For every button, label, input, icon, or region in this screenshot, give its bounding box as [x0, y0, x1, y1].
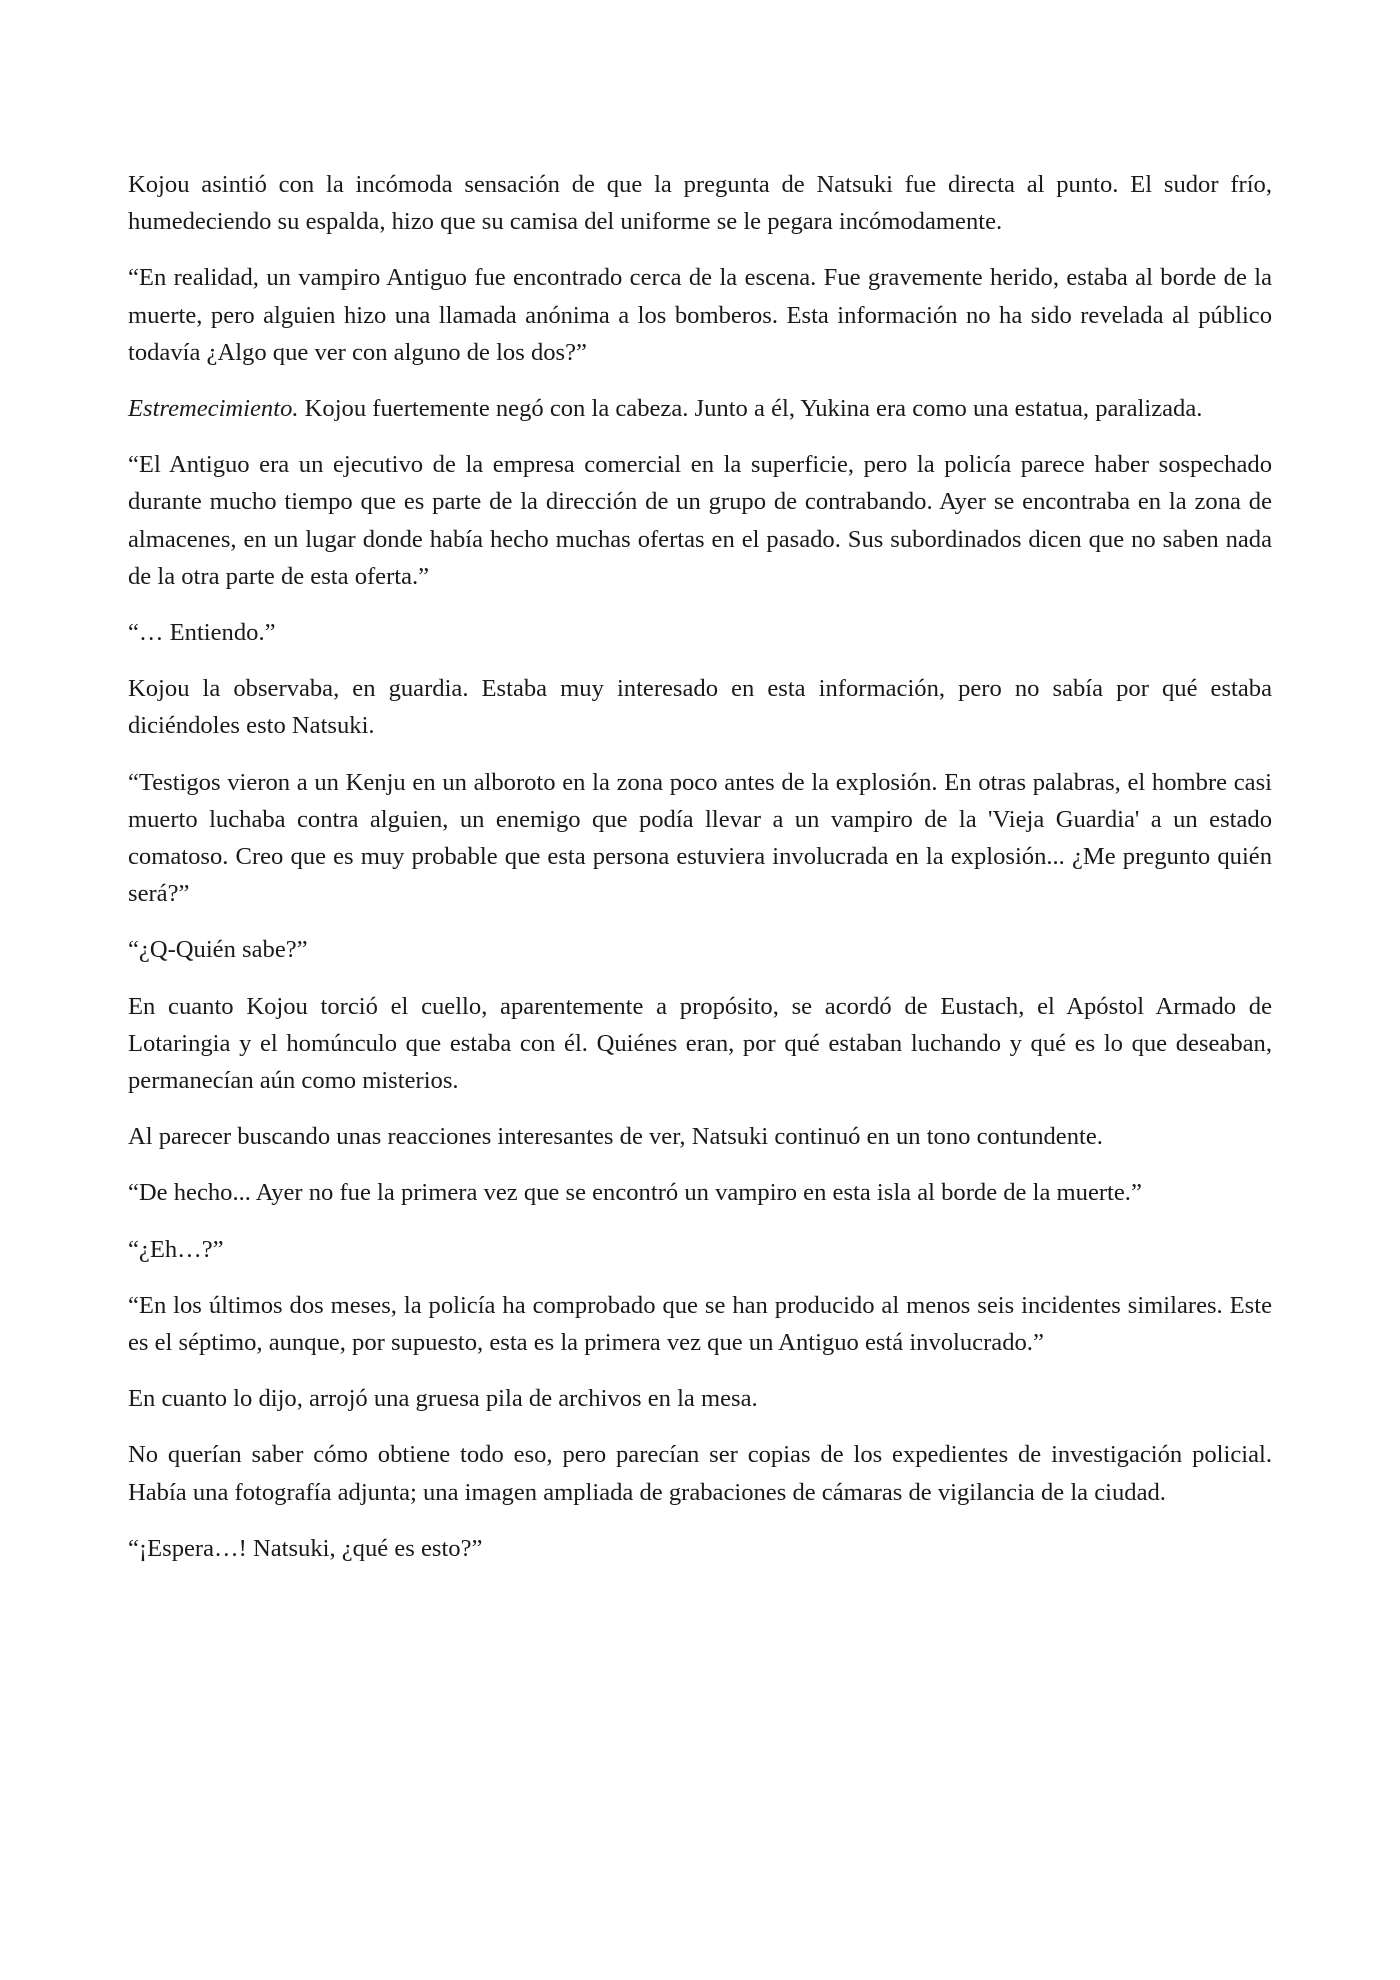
paragraph-text: “¡Espera…! Natsuki, ¿qué es esto?”	[128, 1534, 483, 1562]
paragraph-text: “El Antiguo era un ejecutivo de la empresa comercial en la superficie, pero la policía parece haber sospechado durante mucho tiempo que es parte de la dirección de un grupo de contrabando. Ayer se encontraba en la zona de almacenes, en un lugar donde había hecho muchas ofertas en el pasado. Sus subordinados dicen que no saben nada de la otra parte de esta oferta.”	[128, 451, 1272, 590]
paragraph-4	[128, 446, 1272, 595]
paragraph-3	[128, 390, 1272, 427]
paragraph-16	[128, 1530, 1272, 1567]
paragraph-text: “En los últimos dos meses, la policía ha comprobado que se han producido al menos seis incidentes similares. Este es el séptimo, aunque, por supuesto, esta es la primera vez que un Antiguo está involucrado.”	[128, 1291, 1272, 1357]
paragraph-5	[128, 614, 1272, 651]
paragraph-text: “En realidad, un vampiro Antiguo fue encontrado cerca de la escena. Fue gravemente herido, estaba al borde de la muerte, pero alguien hizo una llamada anónima a los bomberos. Esta información no ha sido revelada al público todavía ¿Algo que ver con alguno de los dos?”	[128, 264, 1272, 366]
paragraph-10	[128, 1118, 1272, 1155]
paragraph-14	[128, 1380, 1272, 1417]
paragraph-text: En cuanto lo dijo, arrojó una gruesa pila de archivos en la mesa.	[128, 1385, 758, 1413]
paragraph-6	[128, 670, 1272, 744]
paragraph-13	[128, 1287, 1272, 1361]
paragraph-text: En cuanto Kojou torció el cuello, aparentemente a propósito, se acordó de Eustach, el Apóstol Armado de Lotaringia y el homúnculo que estaba con él. Quiénes eran, por qué estaban luchando y qué es lo que deseaban, permanecían aún como misterios.	[128, 992, 1272, 1095]
paragraph-text: “… Entiendo.”	[128, 619, 276, 647]
paragraph-12	[128, 1231, 1272, 1268]
paragraph-text: Kojou fuertemente negó con la cabeza. Junto a él, Yukina era como una estatua, paralizada.	[298, 395, 1203, 423]
paragraph-text: “¿Q-Quién sabe?”	[128, 936, 308, 964]
paragraph-text: “¿Eh…?”	[128, 1235, 224, 1263]
paragraph-text: Kojou asintió con la incómoda sensación de que la pregunta de Natsuki fue directa al punto. El sudor frío, humedeciendo su espalda, hizo que su camisa del uniforme se le pegara incómodamente.	[128, 171, 1272, 236]
paragraph-8	[128, 931, 1272, 968]
paragraph-7	[128, 764, 1272, 913]
paragraph-text: “Testigos vieron a un Kenju en un alboroto en la zona poco antes de la explosión. En otras palabras, el hombre casi muerto luchaba contra alguien, un enemigo que podía llevar a un vampiro de la 'Vieja Guardia' a un estado comatoso. Creo que es muy probable que esta persona estuviera involucrada en la explosión... ¿Me pregunto quién será?”	[128, 768, 1272, 908]
paragraph-text: “De hecho... Ayer no fue la primera vez que se encontró un vampiro en esta isla al borde de la muerte.”	[128, 1179, 1142, 1207]
paragraph-text: Kojou la observaba, en guardia. Estaba muy interesado en esta información, pero no sabía por qué estaba diciéndoles esto Natsuki.	[128, 675, 1272, 740]
paragraph-text: Al parecer buscando unas reacciones interesantes de ver, Natsuki continuó en un tono contundente.	[128, 1123, 1103, 1151]
paragraph-15	[128, 1436, 1272, 1510]
paragraph-text: No querían saber cómo obtiene todo eso, pero parecían ser copias de los expedientes de investigación policial. Había una fotografía adjunta; una imagen ampliada de grabaciones de cámaras de vigilancia de la ciudad.	[128, 1441, 1272, 1506]
paragraph-11	[128, 1174, 1272, 1211]
paragraph-9	[128, 988, 1272, 1100]
paragraph-italic-word: Estremecimiento.	[128, 395, 299, 423]
paragraph-1	[128, 166, 1272, 240]
paragraph-2	[128, 259, 1272, 371]
document-page	[128, 166, 1272, 1586]
